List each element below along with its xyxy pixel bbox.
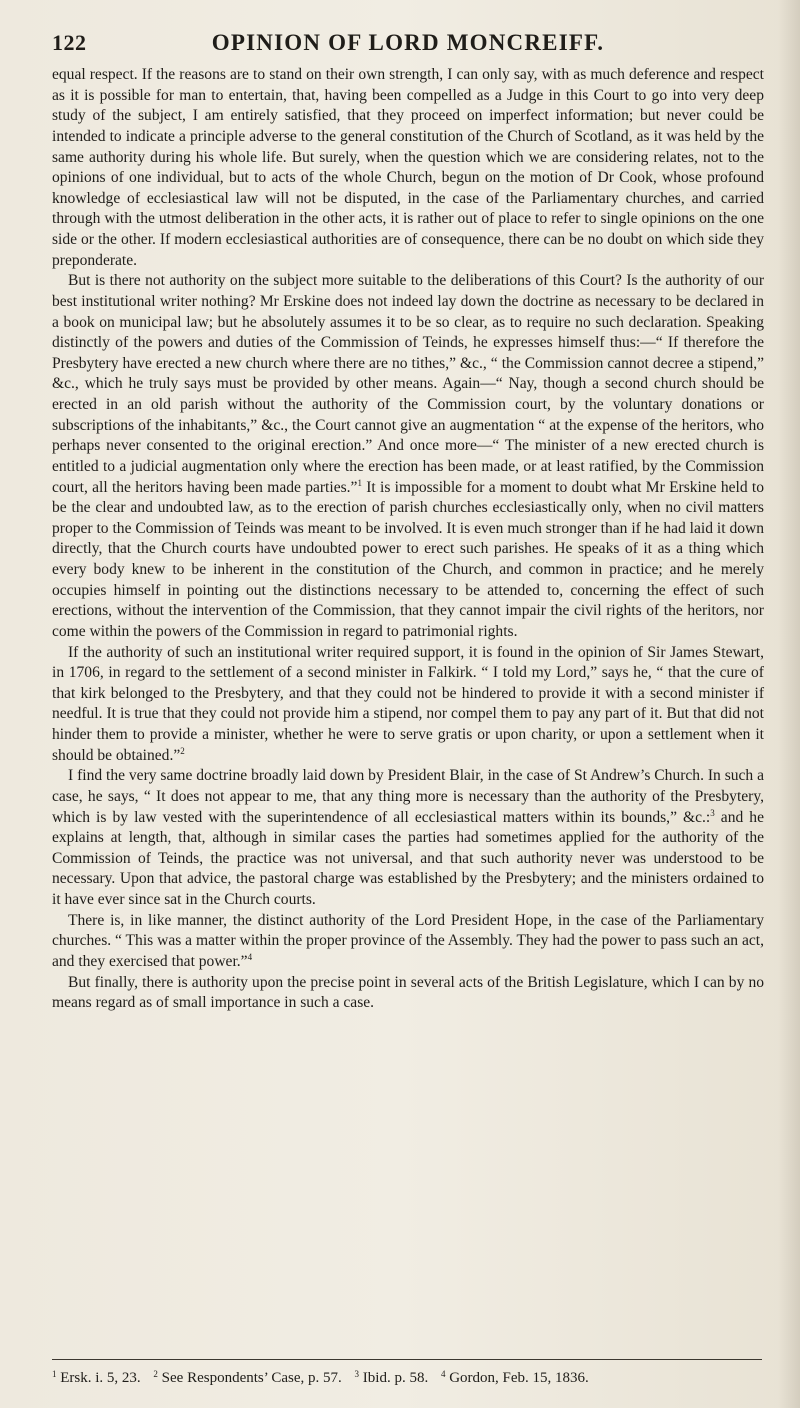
paragraph (52, 643, 764, 767)
footnote-text: Ersk. i. 5, 23. (56, 1370, 141, 1386)
paragraph (52, 973, 764, 1014)
footnote (355, 1370, 429, 1386)
page-number: 122 (52, 30, 87, 55)
footnote-mark: 1 (52, 1369, 57, 1379)
footnote-ref: 1 (357, 477, 362, 488)
footnote-mark: 4 (440, 1369, 446, 1379)
paragraph (52, 65, 764, 271)
footnotes (52, 1370, 764, 1387)
footnote (52, 1370, 141, 1386)
footnote-ref: 2 (180, 745, 185, 756)
paragraph-text: It is impossible for a moment to doubt what Mr Erskine held to be the clear and undoubted law, as to the erection of parish churches ecclesiastically only, when no civil matters proper to the Commission of Teinds was meant to be involved. It is even much stronger than if he had laid it down directly, that the Church courts have undoubted power to erect such parishes. He speaks of it as a thing which every body knew to be inherent in the constitution of the Church, and common in practice; and he merely occupies himself in pointing out the distinctions necessary to be attended to, concerning the effect of such erections, without the intervention of the Commission, that they cannot impair the civil rights of the heritors, nor come within the powers of the Commission in regard to patrimonial rights. (52, 478, 764, 640)
footnote-mark: 2 (153, 1369, 158, 1379)
footnote-ref: 3 (710, 807, 715, 818)
page-edge-shadow (778, 0, 800, 1408)
paragraph-text: There is, in like manner, the distinct authority of the Lord President Hope, in the case of the Parliamentary churches. “ This was a matter within the proper province of the Assembly. They had the power to pass such an act, and they exercised that power.” (52, 911, 764, 970)
footnote-ref: 4 (247, 951, 253, 962)
paragraph-text: I find the very same doctrine broadly laid down by President Blair, in the case of St Andrew’s Church. In such a case, he says, “ It does not appear to me, that any thing more is necessary than the authority of the Presbytery, which is by law vested with the superintendence of all ecclesiastical matters within its bounds,” &c.: (52, 767, 764, 826)
paragraph-text: and he explains at length, that, although in similar cases the parties had sometimes applied for the authority of the Commission of Teinds, the practice was not universal, and that such authority never was understood to be necessary. Upon that advice, the pastoral charge was established by the Presbytery; and the ministers ordained to it have ever since sat in the Church courts. (52, 808, 764, 908)
footnote-text: See Respondents’ Case, p. 57. (157, 1370, 342, 1386)
paragraph (52, 766, 764, 910)
running-head: OPINION OF LORD MONCREIFF. (211, 30, 605, 55)
paragraph (52, 911, 764, 973)
paragraph-text: If the authority of such an institutional writer required support, it is found in the opinion of Sir James Stewart, in 1706, in regard to the settlement of a second minister in Falkirk. “ I told my Lord,” says he, “ that the cure of that kirk belonged to the Presbytery, and that they could not be hindered to provide it with a second minister if needful. It is true that they could not provide him a stipend, nor compel them to pay any part of it. But that did not hinder them to provide a minister, whether he were to serve gratis or upon charity, or upon a settlement when it should be obtained.” (52, 643, 764, 764)
body-text (52, 65, 764, 1014)
footnote-mark: 3 (354, 1369, 360, 1379)
footnote-text: Ibid. p. 58. (359, 1370, 429, 1386)
paragraph (52, 271, 764, 642)
footnote (441, 1370, 589, 1386)
paragraph-text: equal respect. If the reasons are to stand on their own strength, I can only say, with as much deference and respect as it is possible for man to entertain, that, having been compelled as a Judge in this Court to go into very deep study of the subject, I am entirely satisfied, that they proceed on imperfect information; but never could be intended to indicate a principle adverse to the general constitution of the Church of Scotland, as it was held by the same authority during his whole life. But surely, when the question which we are considering relates, not to the opinions of one individual, but to acts of the whole Church, begun on the motion of Dr Cook, whose profound knowledge of ecclesiastical law will not be disputed, in the case of the Parliamentary churches, and carried through with the utmost deliberation in the other acts, it is rather out of place to refer to single opinions on the one side or the other. If modern ecclesiastical authorities are of consequence, there can be no doubt on which side they preponderate. (52, 66, 764, 269)
footnote-text: Gordon, Feb. 15, 1836. (445, 1370, 589, 1386)
footnote-divider (52, 1359, 762, 1360)
paragraph-text: But finally, there is authority upon the precise point in several acts of the British Legislature, which I can by no means regard as of small importance in such a case. (52, 973, 764, 1012)
page-header (52, 30, 764, 60)
footnote (153, 1370, 341, 1386)
paragraph-text: But is there not authority on the subject more suitable to the deliberations of this Court? Is the authority of our best institutional writer nothing? Mr Erskine does not indeed lay down the doctrine as necessary to be declared in a book on municipal law; but he absolutely assumes it to be so clear, as to require no such declaration. Speaking distinctly of the powers and duties of the Commission of Teinds, he expresses himself thus:—“ If therefore the Presbytery have erected a new church where there are no tithes,” &c., “ the Commission cannot decree a stipend,” &c., which he truly says must be provided by other means. Again—“ Nay, though a second church should be erected in an old parish without the authority of the Commission court, by the voluntary donations or subscriptions of the inhabitants,” &c., the Court cannot give an augmentation “ at the expense of the heritors, who perhaps never consented to the original erection.” And once more—“ The minister of a new erected church is entitled to a judicial augmentation only where the erection has been made, or at least ratified, by the Commission court, all the heritors having been made parties.” (52, 272, 764, 496)
